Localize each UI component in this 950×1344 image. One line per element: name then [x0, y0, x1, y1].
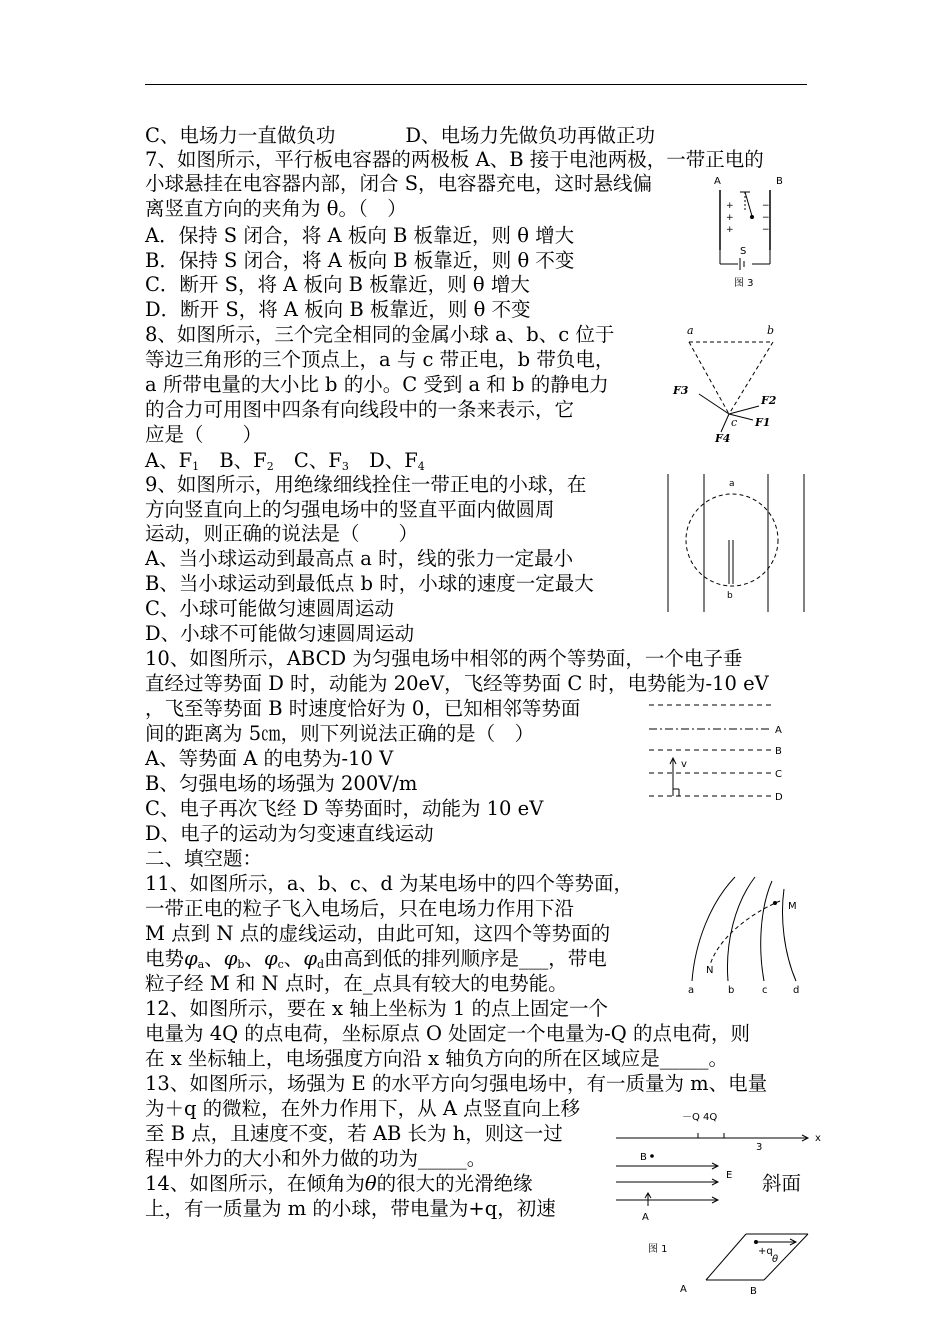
point-m-label: M [788, 901, 797, 912]
q7-option-a: A．保持 S 闭合，将 A 板向 B 板靠近，则 θ 增大 [145, 224, 575, 247]
q6-option-d: D、电场力先做负功再做正功 [405, 124, 656, 147]
incline-theta-label: θ [772, 1254, 779, 1265]
triangle-label-c: c [731, 416, 738, 429]
incline-a-label: A [680, 1284, 687, 1295]
svg-text:+: + [726, 201, 734, 211]
q7-option-b: B．保持 S 闭合，将 A 板向 B 板靠近，则 θ 不变 [145, 249, 575, 272]
q10-line-4: 间的距离为 5㎝，则下列说法正确的是（ ） [145, 722, 535, 745]
point-b-label: B [640, 1152, 647, 1163]
q13-line-3: 至 B 点，且速度不变，若 AB 长为 h，则这一过 [145, 1122, 563, 1145]
q10-line-1: 10、如图所示，ABCD 为匀强电场中相邻的两个等势面，一个电子垂 [145, 647, 743, 670]
q6-option-c: C、电场力一直做负功 [145, 124, 336, 147]
capacitor-label-b: B [776, 176, 783, 187]
q8-option-a: A、$F_1$ [145, 449, 200, 473]
svg-text:−: − [762, 225, 770, 235]
q8-line-3: a 所带电量的大小比 b 的小。C 受到 a 和 b 的静电力 [145, 373, 609, 396]
curve-a-label: a [688, 985, 695, 996]
q11-line-5: 粒子经 M 和 N 点时，在_点具有较大的电势能。 [145, 972, 568, 995]
force-f3-label: F3 [673, 384, 689, 397]
q9-line-3: 运动，则正确的说法是（ ） [145, 522, 419, 545]
q12-line-2: 电量为 4Q 的点电荷，坐标原点 O 处固定一个电量为-Q 的点电荷，则 [145, 1022, 750, 1045]
q8-line-2: 等边三角形的三个顶点上，a 与 c 带正电，b 带负电， [145, 348, 615, 371]
capacitor-label-a: A [714, 176, 721, 187]
equipotential-figure [645, 695, 795, 805]
figure-1-caption: 图 1 [648, 1244, 668, 1255]
q7-option-c: C．断开 S，将 A 板向 B 板靠近，则 θ 增大 [145, 273, 530, 296]
q10-option-b: B、匀强电场的场强为 200V/m [145, 772, 418, 795]
circular-motion-figure [662, 472, 807, 614]
q9-option-b: B、当小球运动到最低点 b 时，小球的速度一定最大 [145, 572, 594, 595]
section-2-heading: 二、填空题： [145, 847, 263, 870]
q10-option-d: D、电子的运动为匀变速直线运动 [145, 822, 434, 845]
q6-options [145, 124, 655, 148]
axis-three-label: 3 [756, 1142, 763, 1153]
q8-line-4: 的合力可用图中四条有向线段中的一条来表示，它 [145, 398, 575, 421]
velocity-label: v [681, 759, 687, 770]
curve-b-label: b [728, 985, 735, 996]
q9-option-c: C、小球可能做匀速圆周运动 [145, 597, 394, 620]
q12-line-3: 在 x 坐标轴上，电场强度方向沿 x 轴负方向的所在区域应是_____。 [145, 1047, 729, 1070]
header-rule [145, 84, 807, 85]
plane-c-label: C [775, 769, 782, 780]
force-f1-label: F1 [755, 416, 771, 429]
svg-text:+: + [726, 213, 734, 223]
q12-line-1: 12、如图所示，要在 x 轴上坐标为 1 的点上固定一个 [145, 997, 609, 1020]
q10-line-3: ，飞至等势面 B 时速度恰好为 0，已知相邻等势面 [145, 697, 581, 720]
triangle-label-a: a [687, 324, 694, 337]
point-a-label: A [642, 1212, 649, 1223]
circle-label-b: b [727, 591, 733, 601]
q8-option-c: C、$F_3$ [293, 449, 349, 473]
q13-line-1: 13、如图所示，场强为 E 的水平方向匀强电场中，有一质量为 m、电量 [145, 1072, 768, 1095]
q14-line-2: 上，有一质量为 m 的小球，带电量为+q，初速 [145, 1197, 556, 1220]
q11-line-2: 一带正电的粒子飞入电场后，只在电场力作用下沿 [145, 897, 575, 920]
curve-d-label: d [793, 985, 800, 996]
q8-line-5: 应是（ ） [145, 423, 263, 446]
q13-line-4: 程中外力的大小和外力做的功为_____。 [145, 1147, 487, 1170]
q10-option-c: C、电子再次飞经 D 等势面时，动能为 10 eV [145, 797, 544, 820]
field-axis-figure [612, 1108, 827, 1224]
q9-option-a: A、当小球运动到最高点 a 时，线的张力一定最小 [145, 547, 574, 570]
switch-label: S [740, 246, 747, 257]
incline-b-label: B [750, 1286, 757, 1297]
equipotential-curves-figure [680, 873, 810, 998]
svg-text:−: − [762, 201, 770, 211]
charges-label: －Q 4Q [682, 1112, 718, 1123]
q7-line-2: 小球悬挂在电容器内部，闭合 S，电容器充电，这时悬线偏 [145, 172, 653, 195]
capacitor-caption: 图 3 [734, 278, 754, 289]
triangle-label-b: b [767, 324, 775, 337]
q11-line-4: 电势$\varphi_a$、$\varphi_b$、$\varphi_c$、$\varphi_d$由高到低的排列顺序是___，带电 [145, 947, 607, 971]
q7-line-3: 离竖直方向的夹角为 θ。（ ） [145, 197, 407, 220]
plane-d-label: D [775, 792, 783, 803]
curve-c-label: c [762, 985, 768, 996]
capacitor-figure [700, 172, 800, 292]
incline-figure [646, 1232, 816, 1298]
force-f2-label: F2 [761, 394, 777, 407]
point-n-label: N [706, 965, 714, 976]
q14-side-text: 斜面 [762, 1172, 802, 1195]
force-f4-label: F4 [715, 432, 731, 445]
q11-line-1: 11、如图所示，a、b、c、d 为某电场中的四个等势面， [145, 872, 634, 895]
triangle-figure [665, 322, 795, 447]
circle-label-a: a [729, 479, 735, 489]
q9-line-2: 方向竖直向上的匀强电场中的竖直平面内做圆周 [145, 498, 555, 521]
q9-option-d: D、小球不可能做匀速圆周运动 [145, 622, 415, 645]
q14-line-1: 14、如图所示，在倾角为θ的很大的光滑绝缘 [145, 1172, 533, 1195]
svg-text:−: − [762, 213, 770, 223]
plane-b-label: B [775, 746, 782, 757]
plane-a-label: A [775, 725, 782, 736]
q10-option-a: A、等势面 A 的电势为-10 V [145, 747, 394, 770]
q9-line-1: 9、如图所示，用绝缘细线拴住一带正电的小球，在 [145, 473, 587, 496]
q7-option-d: D．断开 S，将 A 板向 B 板靠近，则 θ 不变 [145, 298, 531, 321]
field-e-label: E [726, 1170, 733, 1181]
q13-line-2: 为＋q 的微粒，在外力作用下，从 A 点竖直向上移 [145, 1097, 581, 1120]
q11-line-3: M 点到 N 点的虚线运动，由此可知，这四个等势面的 [145, 922, 611, 945]
q8-option-d: D、$F_4$ [369, 449, 425, 473]
charge-q-label: +q [758, 1246, 773, 1257]
svg-text:+: + [726, 225, 734, 235]
q10-line-2: 直经过等势面 D 时，动能为 20eV，飞经等势面 C 时，电势能为-10 eV [145, 672, 769, 695]
q8-option-b: B、$F_2$ [219, 449, 274, 473]
q7-line-1: 7、如图所示，平行板电容器的两极板 A、B 接于电池两极，一带正电的 [145, 148, 764, 171]
axis-x-label: x [815, 1133, 821, 1144]
q8-line-1: 8、如图所示，三个完全相同的金属小球 a、b、c 位于 [145, 323, 615, 346]
